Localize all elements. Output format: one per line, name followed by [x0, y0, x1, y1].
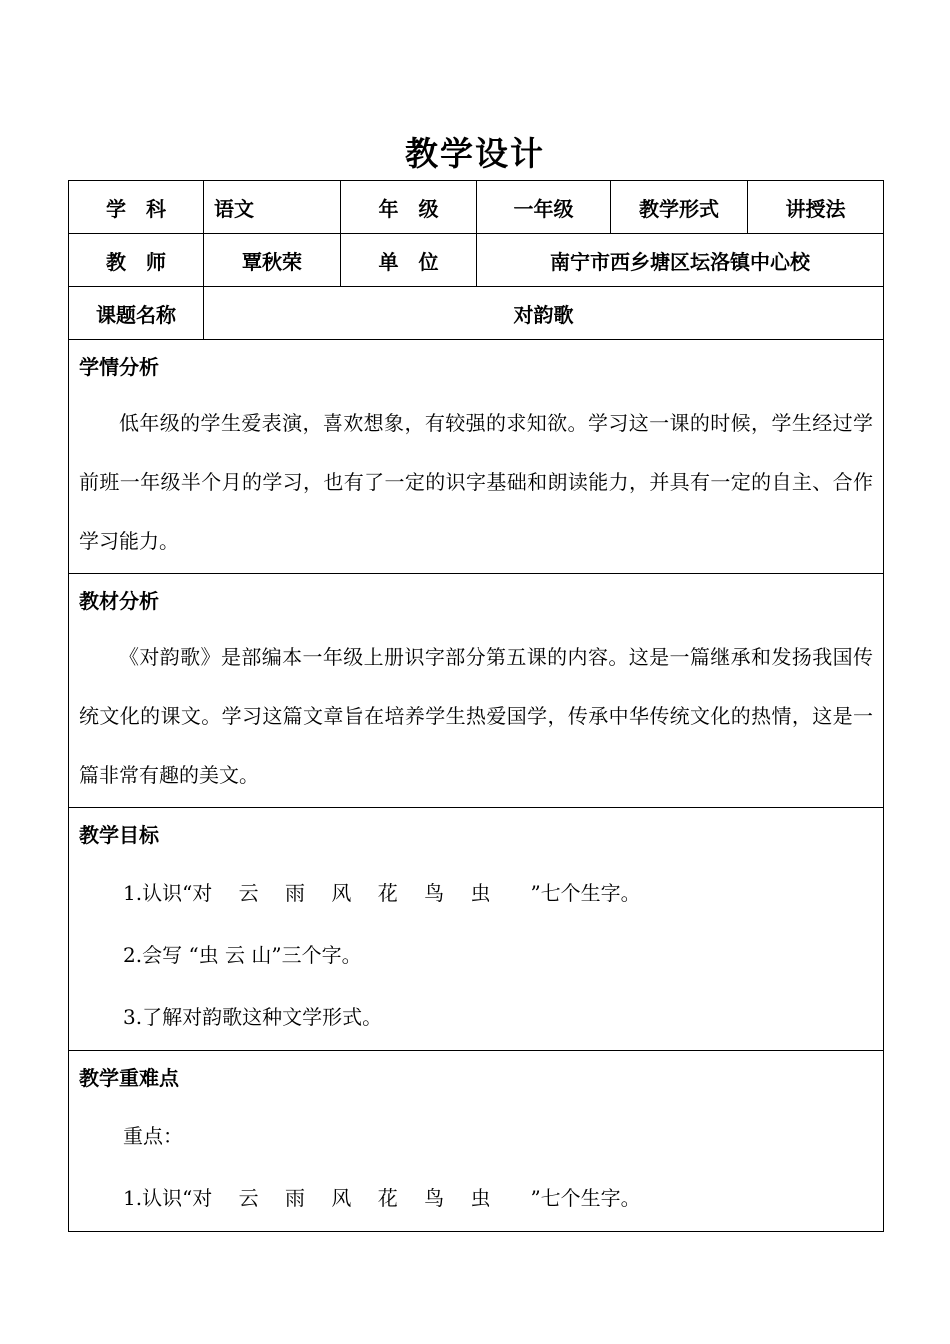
unit-label: 单 位: [341, 234, 477, 287]
topic-label: 课题名称: [69, 287, 204, 340]
section-material-analysis: [69, 574, 884, 808]
key-points-title: 教学重难点: [79, 1066, 179, 1090]
info-row-3: [69, 287, 884, 340]
section-key-points: [69, 1051, 884, 1232]
topic-value: 对韵歌: [204, 287, 884, 340]
form-value: 讲授法: [748, 181, 884, 234]
grade-value: 一年级: [477, 181, 611, 234]
subject-value: 语文: [204, 181, 341, 234]
student-analysis-title: 学情分析: [79, 355, 159, 379]
objectives-title: 教学目标: [79, 823, 159, 847]
document-title: 教学设计: [405, 134, 545, 173]
teacher-value: 覃秋荣: [204, 234, 341, 287]
student-analysis-cell: [69, 340, 884, 574]
teacher-label: 教 师: [69, 234, 204, 287]
objective-item: 1.认识“对 云 雨 风 花 鸟 虫 ”七个生字。: [123, 881, 641, 905]
material-analysis-title: 教材分析: [79, 589, 159, 613]
objective-item: 2.会写 “虫 云 山”三个字。: [123, 943, 362, 967]
material-analysis-text: 《对韵歌》是部编本一年级上册识字部分第五课的内容。这是一篇继承和发扬我国传统文化的课文。学习这篇文章旨在培养学生热爱国学，传承中华传统文化的热情，这是一篇非常有趣的美文。: [79, 645, 873, 787]
info-row-2: [69, 234, 884, 287]
lesson-plan-table: [68, 180, 884, 1232]
form-label: 教学形式: [611, 181, 748, 234]
section-student-analysis: [69, 340, 884, 574]
key-point-item: 1.认识“对 云 雨 风 花 鸟 虫 ”七个生字。: [123, 1186, 641, 1210]
subject-label: 学 科: [69, 181, 204, 234]
student-analysis-text: 低年级的学生爱表演，喜欢想象，有较强的求知欲。学习这一课的时候，学生经过学前班一年级半个月的学习，也有了一定的识字基础和朗读能力，并具有一定的自主、合作学习能力。: [79, 411, 873, 553]
unit-value: 南宁市西乡塘区坛洛镇中心校: [477, 234, 884, 287]
info-row-1: [69, 181, 884, 234]
key-points-label: 重点：: [123, 1124, 183, 1148]
grade-label: 年 级: [341, 181, 477, 234]
key-points-cell: [69, 1051, 884, 1232]
section-objectives: [69, 808, 884, 1051]
objectives-cell: [69, 808, 884, 1051]
material-analysis-cell: [69, 574, 884, 808]
objective-item: 3.了解对韵歌这种文学形式。: [123, 1005, 383, 1029]
